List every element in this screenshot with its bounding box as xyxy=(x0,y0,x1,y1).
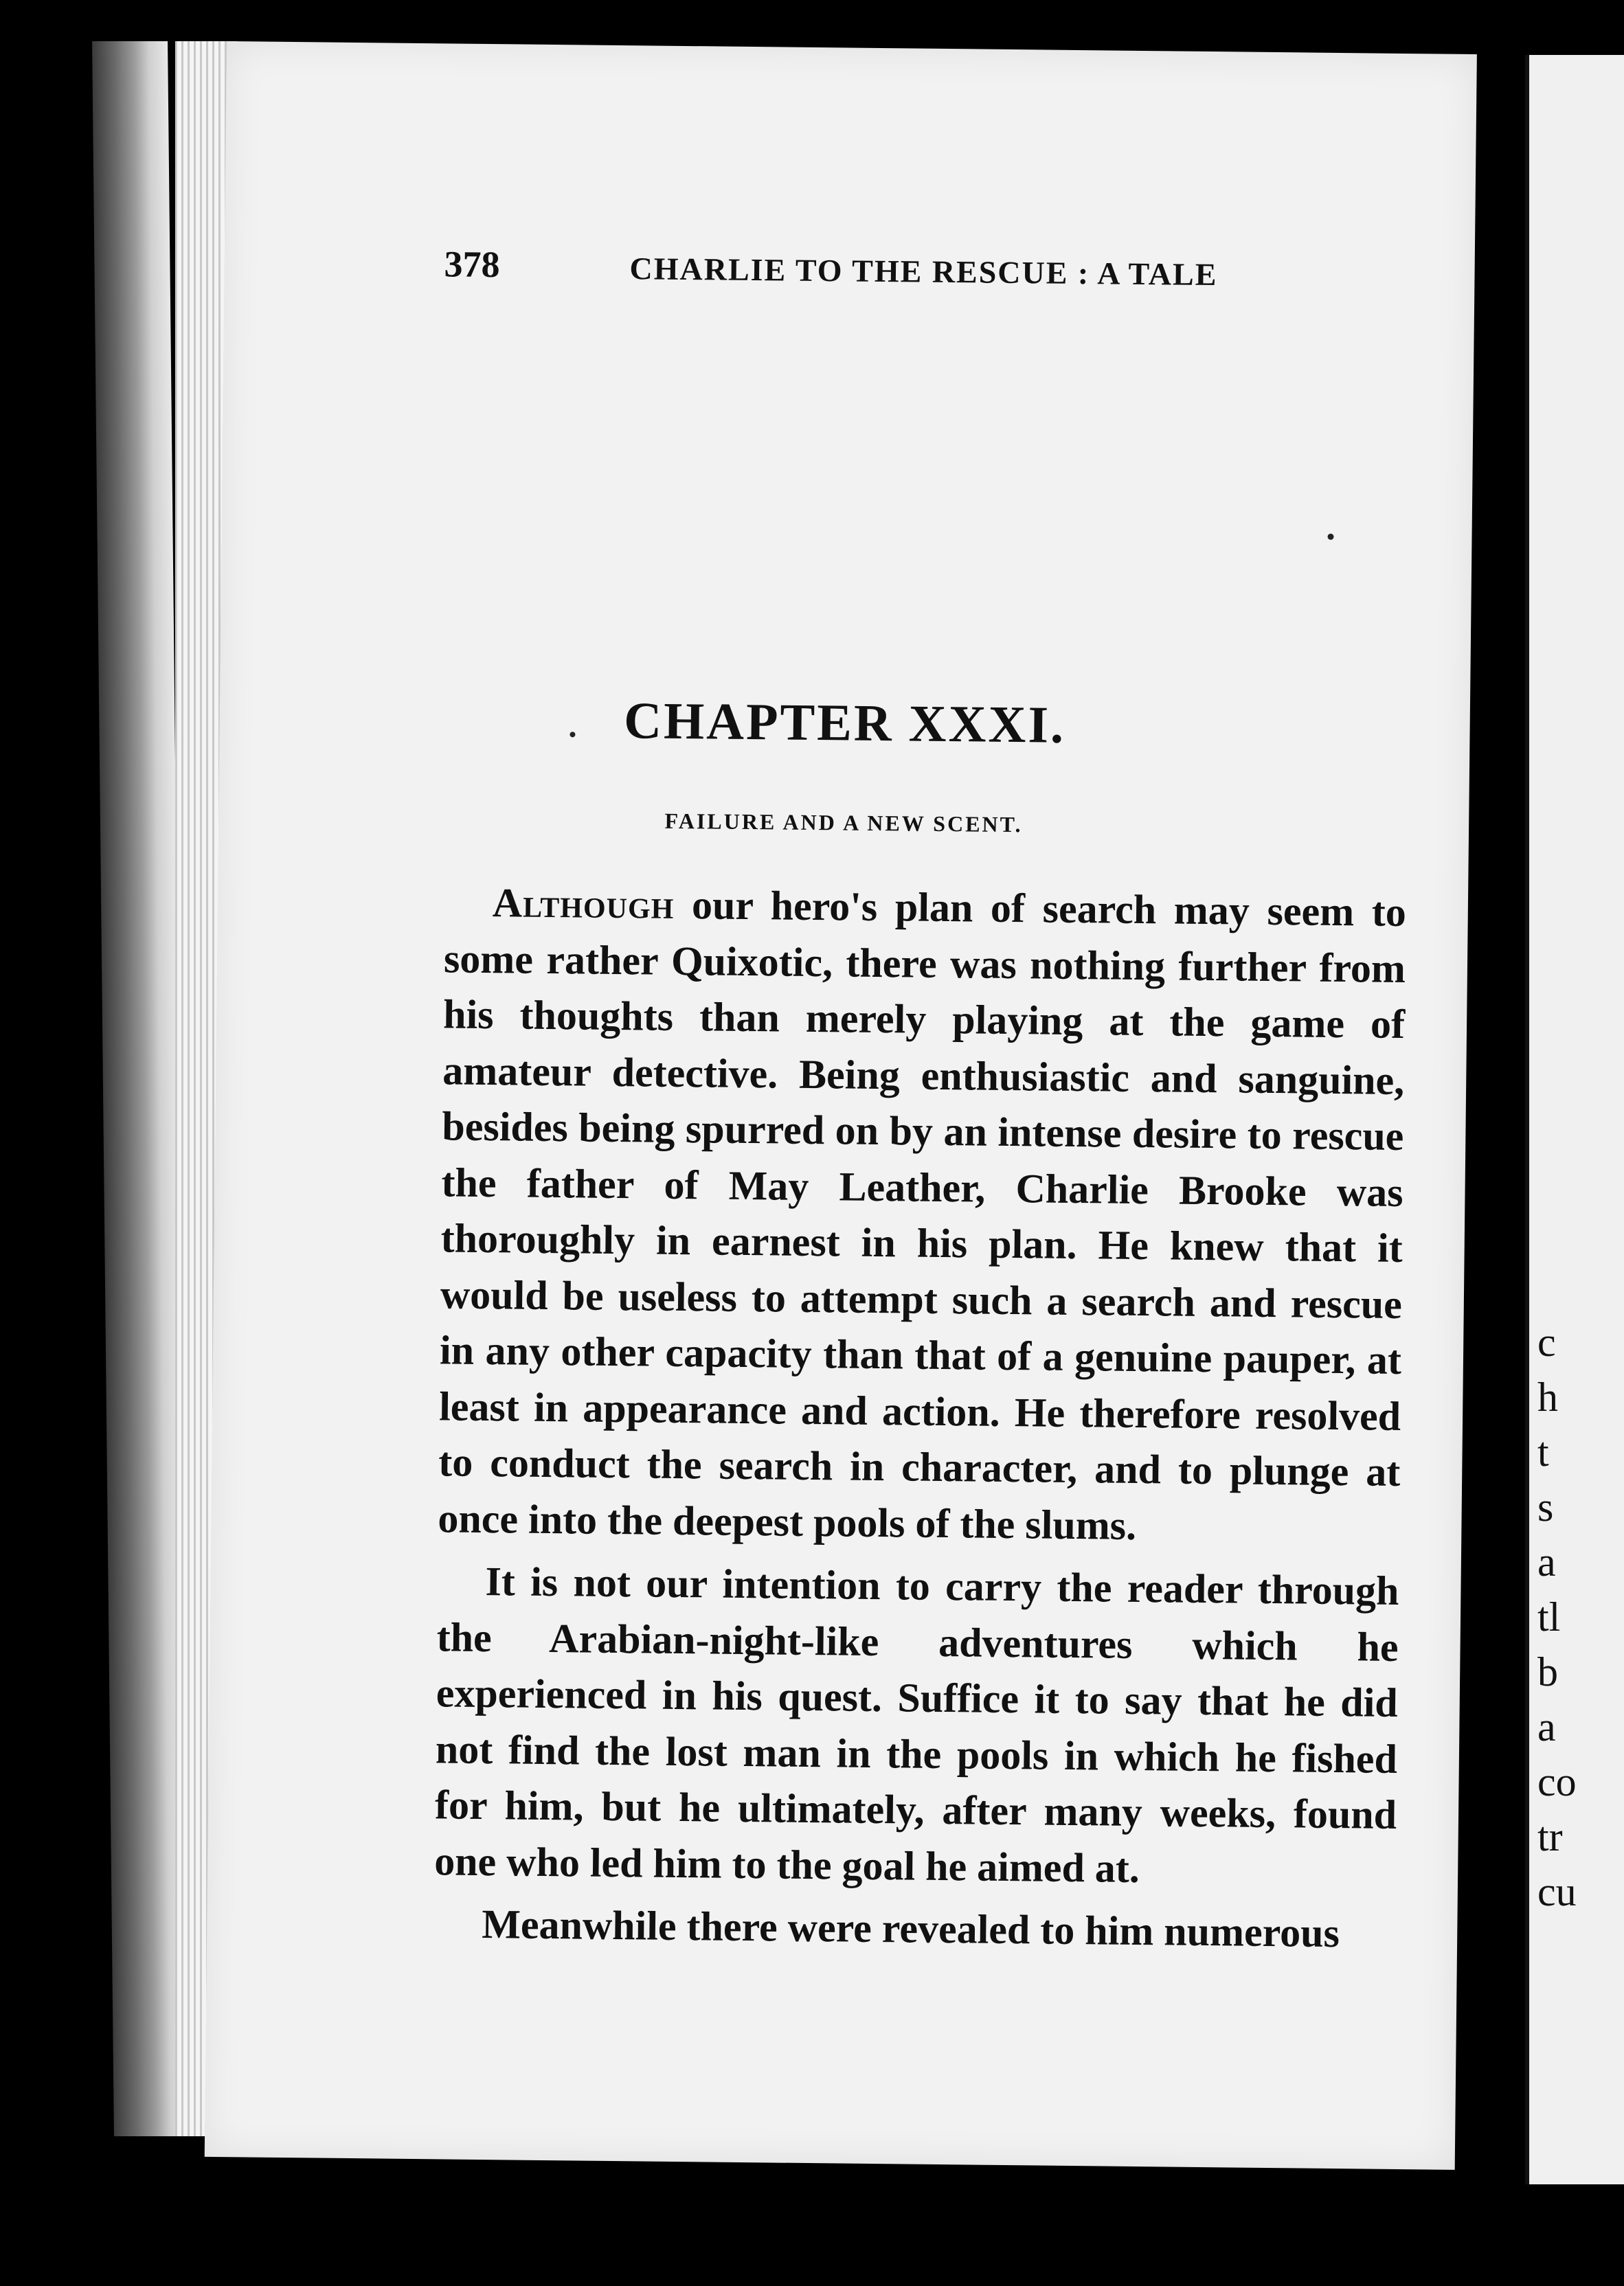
facing-page-fragment: cu xyxy=(1537,1869,1577,1914)
facing-page-fragment: tl xyxy=(1537,1594,1561,1640)
facing-page-fragment: t xyxy=(1537,1429,1549,1475)
facing-page-edge xyxy=(1525,55,1624,2184)
facing-page-fragment: h xyxy=(1537,1374,1558,1420)
facing-page-fragment: b xyxy=(1537,1649,1558,1695)
paragraph-1-text: our hero's plan of search may seem to some rather Quixotic, there was nothing further from his thoughts than merely playing at the game of amateur detective. Being enthusiastic and sanguine, besides being spurred on by an intense desire to rescue the father of May Leather, Charlie Brooke was thoroughly in earnest in his plan. He knew that it would be useless to attempt such a search and rescue in any other capacity than that of a genuine pauper, at least in appearance and action. He therefore resolved to conduct the search in character, and to plunge at once into the deepest pools of the slums. xyxy=(438,881,1407,1548)
facing-page-fragment: co xyxy=(1537,1759,1577,1804)
facing-page-fragment: a xyxy=(1537,1704,1556,1750)
running-title: CHARLIE TO THE RESCUE : A TALE xyxy=(629,251,1218,293)
facing-page-fragment: c xyxy=(1537,1320,1556,1365)
paragraph-2: It is not our intention to carry the reader through the Arabian-night-like adventures which he experienced in his quest. Suffice it to say that he did not find the lost man in the pools in which he fished for him, but he ultimately, after many weeks, found one who led him to the goal he aimed at. xyxy=(433,1559,1399,1891)
paragraph-1 xyxy=(438,874,1406,1557)
page-header xyxy=(444,242,1475,308)
body-text xyxy=(433,874,1406,1969)
facing-page-fragment: s xyxy=(1537,1484,1554,1530)
ink-speck xyxy=(569,732,575,737)
book-page xyxy=(205,41,1477,2170)
chapter-title: CHAPTER XXXI. xyxy=(623,692,1066,754)
paragraph-lead-word: Although xyxy=(492,880,675,927)
chapter-subtitle: FAILURE AND A NEW SCENT. xyxy=(664,808,1023,837)
page-number: 378 xyxy=(444,243,500,286)
facing-page-fragment: tr xyxy=(1537,1814,1563,1859)
paragraph-3: Meanwhile there were revealed to him numerous xyxy=(481,1901,1340,1956)
facing-page-fragment: a xyxy=(1537,1539,1556,1585)
ink-speck xyxy=(1327,534,1333,540)
